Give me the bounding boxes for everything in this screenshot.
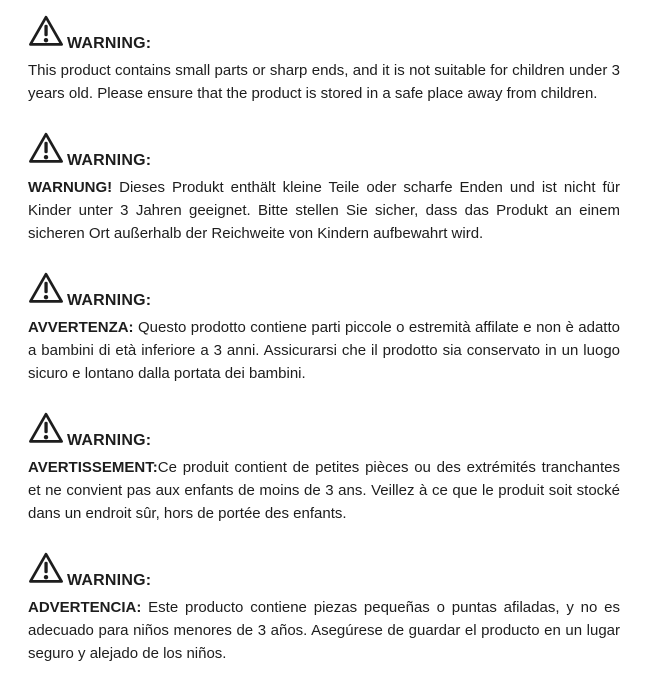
warning-body-text: Este producto contiene piezas pequeñas o puntas afiladas, y no es adecuado para niños menores de 3 años. Asegúrese de guardar el producto en un lugar seguro y alejado de los niños. xyxy=(28,599,620,662)
warning-heading: WARNING: xyxy=(67,572,152,589)
warning-body-text: Questo prodotto contiene parti piccole o estremità affilate e non è adatto a bambini di età inferiore a 3 anni. Assicurarsi che il prodotto sia conservato in un luogo sicuro e lontano dalla portata dei bambini. xyxy=(28,319,620,382)
warning-section-german xyxy=(28,131,620,245)
warning-body-text: Ce produit contient de petites pièces ou des extrémités tranchantes et ne convient pas aux enfants de moins de 3 ans. Veillez à ce que le produit soit stocké dans un endroit sûr, hors de portée des enfants. xyxy=(28,459,620,522)
warning-header xyxy=(28,551,620,587)
warning-paragraph xyxy=(28,456,620,525)
warning-triangle-icon xyxy=(28,14,64,50)
warning-lead: WARNUNG! xyxy=(28,179,113,196)
warning-heading: WARNING: xyxy=(67,292,152,309)
warning-header xyxy=(28,271,620,307)
warning-body-text: Dieses Produkt enthält kleine Teile oder scharfe Enden und ist nicht für Kinder unter 3 Jahren geeignet. Bitte stellen Sie sicher, dass das Produkt an einem sicheren Ort außerhalb der Reichweite von Kindern aufbewahrt wird. xyxy=(28,179,620,242)
warning-paragraph xyxy=(28,316,620,385)
warning-section-spanish xyxy=(28,551,620,665)
warning-paragraph xyxy=(28,176,620,245)
warning-triangle-icon xyxy=(28,551,64,587)
warning-header xyxy=(28,14,620,50)
warning-heading: WARNING: xyxy=(67,35,152,52)
warning-heading: WARNING: xyxy=(67,152,152,169)
warning-triangle-icon xyxy=(28,271,64,307)
warning-section-italian xyxy=(28,271,620,385)
warning-body-text: This product contains small parts or sharp ends, and it is not suitable for children under 3 years old. Please ensure that the product is stored in a safe place away from children. xyxy=(28,62,620,102)
warning-heading: WARNING: xyxy=(67,432,152,449)
warning-triangle-icon xyxy=(28,411,64,447)
warning-triangle-icon xyxy=(28,131,64,167)
warning-paragraph xyxy=(28,59,620,105)
warning-lead: AVERTISSEMENT: xyxy=(28,459,158,476)
warning-lead: AVVERTENZA: xyxy=(28,319,134,336)
warning-header xyxy=(28,131,620,167)
warning-header xyxy=(28,411,620,447)
warning-lead: ADVERTENCIA: xyxy=(28,599,142,616)
warning-section-french xyxy=(28,411,620,525)
warning-paragraph xyxy=(28,596,620,665)
warning-section-english xyxy=(28,14,620,105)
